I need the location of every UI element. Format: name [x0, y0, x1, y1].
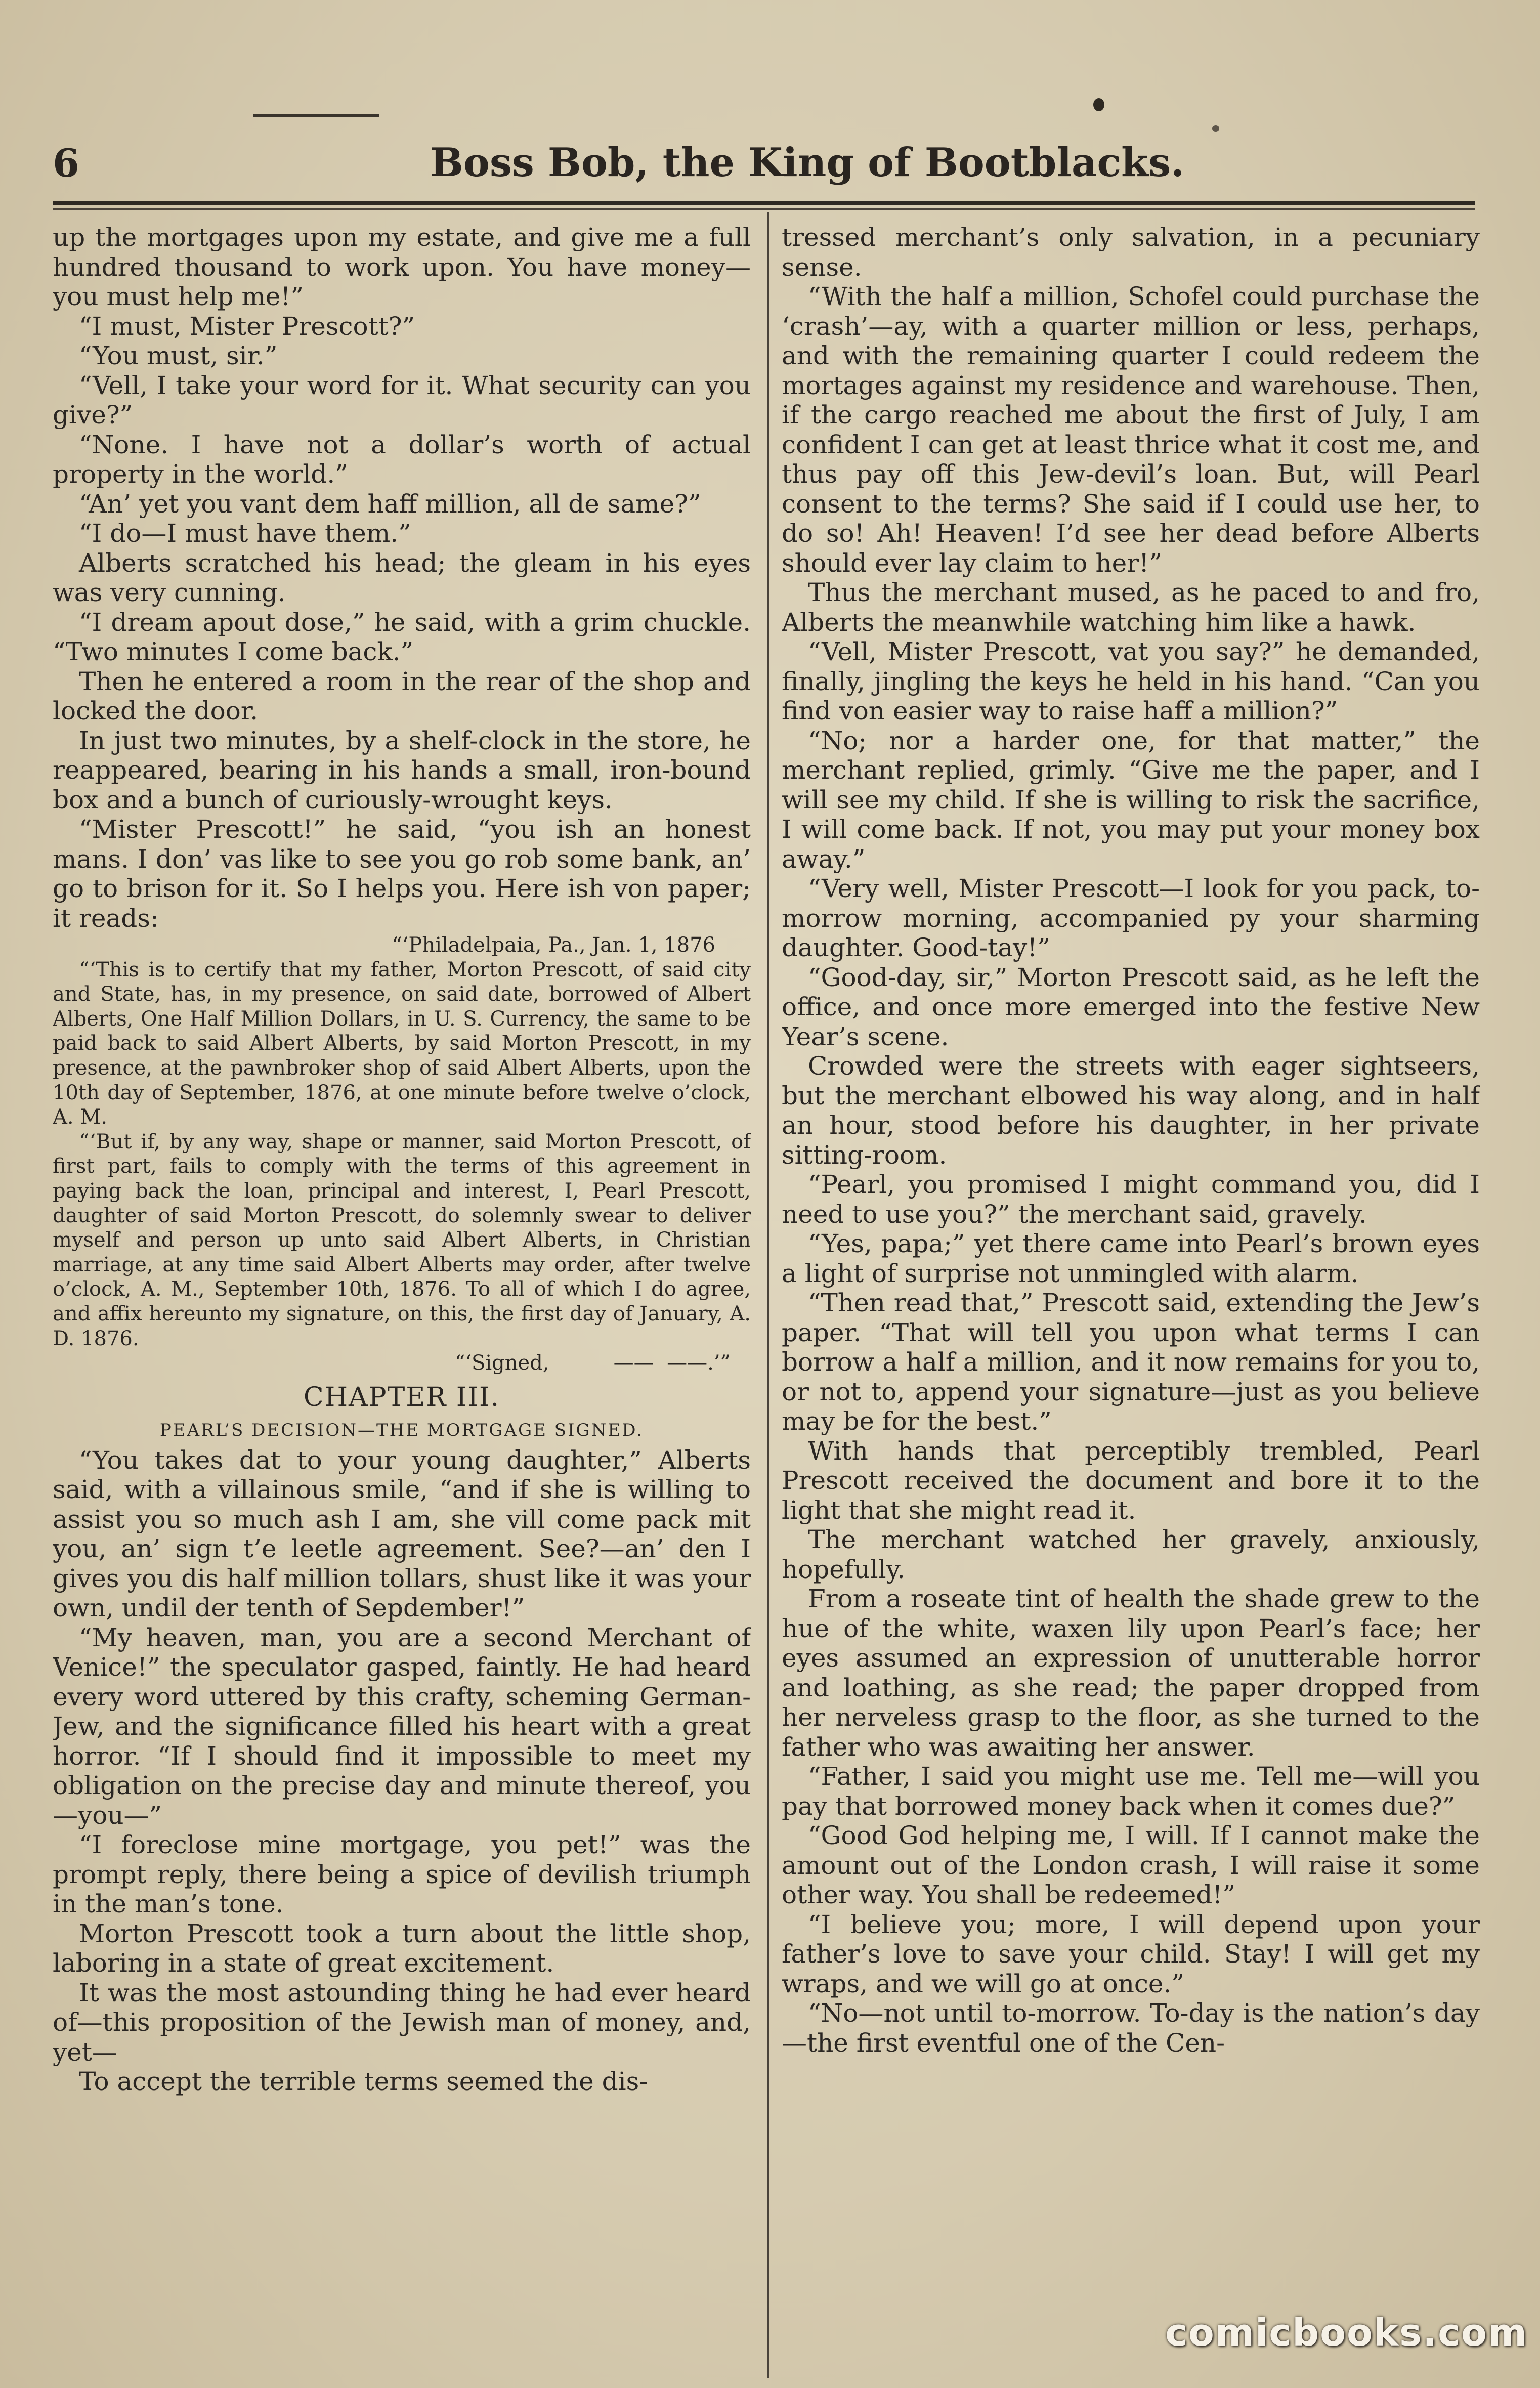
paragraph: “Pearl, you promised I might command you, did I need to use you?” the merchant said, gravely.: [782, 1170, 1480, 1229]
ink-spot: [1212, 125, 1219, 132]
column-divider: [767, 212, 769, 2378]
paragraph: “No—not until to-morrow. To-day is the nation’s day—the first eventful one of the Cen-: [782, 1998, 1480, 2058]
paragraph: “I believe you; more, I will depend upon your father’s love to save your child. Stay! I will get my wraps, and we will go at once.”: [782, 1909, 1480, 1998]
paragraph: “You must, sir.”: [79, 341, 278, 370]
paragraph: “Very well, Mister Prescott—I look for you pack, to-morrow morning, accompanied py your sharming daughter. Good-tay!”: [782, 874, 1480, 962]
paragraph: “None. I have not a dollar’s worth of actual property in the world.”: [53, 430, 751, 489]
ink-spot: [1093, 98, 1104, 111]
paragraph: “Mister Prescott!” he said, “you ish an honest mans. I don’ vas like to see you go rob some bank, an’ go to brison for it. So I helps you. Here ish von paper; it reads:: [53, 815, 751, 933]
paragraph: Then he entered a room in the rear of the shop and locked the door.: [53, 666, 751, 726]
paragraph: “I do—I must have them.”: [79, 519, 411, 548]
running-title: Boss Bob, the King of Bootblacks.: [430, 140, 1185, 186]
paragraph: From a roseate tint of health the shade grew to the hue of the white, waxen lily upon Pearl’s face; her eyes assumed an expression of unutterable horror and loathing, as she read; the paper dropped from her nerveless grasp to the floor, as she turned to the father who was awaiting her answer.: [782, 1584, 1480, 1762]
paragraph: In just two minutes, by a shelf-clock in the store, he reappeared, bearing in his hands a small, iron-bound box and a bunch of curiously-wrought keys.: [53, 726, 751, 815]
paragraph: Morton Prescott took a turn about the little shop, laboring in a state of great excitement.: [53, 1918, 751, 1978]
paragraph: Crowded were the streets with eager sightseers, but the merchant elbowed his way along, and in half an hour, stood before his daughter, in her private sitting-room.: [782, 1051, 1480, 1170]
paragraph: “Then read that,” Prescott said, extending the Jew’s paper. “That will tell you upon what terms I can borrow a half a million, and it now remains for you to, or not to, append your signature—just as you believe may be for the best.”: [782, 1288, 1480, 1436]
paragraph: “I dream apout dose,” he said, with a grim chuckle. “Two minutes I come back.”: [53, 607, 751, 666]
paragraph: “With the half a million, Schofel could purchase the ‘crash’—ay, with a quarter million or less, perhaps, and with the remaining quarter I could redeem the mortages against my residence and warehouse. Then, if the cargo reached me about the first of July, I am confident I can get at least thrice what it cost me, and thus pay off this Jew-devil’s loan. But, will Pearl consent to the terms? She said if I could use her, to do so! Ah! Heaven! I’d see her dead before Alberts should ever lay claim to her!”: [782, 282, 1480, 578]
paragraph: It was the most astounding thing he had ever heard of—this proposition of the Jewish man of money, and, yet—: [53, 1978, 751, 2067]
paragraph: “I must, Mister Prescott?”: [79, 311, 415, 341]
header-rule: [53, 201, 1475, 205]
paragraph: “Good God helping me, I will. If I cannot make the amount out of the London crash, I will raise it some other way. You shall be redeemed!”: [782, 1821, 1480, 1909]
chapter-subtitle: PEARL’S DECISION—THE MORTGAGE SIGNED.: [159, 1420, 644, 1440]
paragraph: “You takes dat to your young daughter,” Alberts said, with a villainous smile, “and if she is willing to assist you so much ash I am, she vill come pack mit you, an’ sign t’e leetle agreement. See?—an’ den I gives you dis half million tollars, shust like it was your own, undil der tenth of Sepdember!”: [53, 1445, 751, 1623]
paragraph: “Father, I said you might use me. Tell me—will you pay that borrowed money back when it comes due?”: [782, 1762, 1480, 1821]
paragraph: tressed merchant’s only salvation, in a pecuniary sense.: [782, 223, 1480, 282]
paragraph: “Yes, papa;” yet there came into Pearl’s brown eyes a light of surprise not unmingled with alarm.: [782, 1229, 1480, 1288]
header-rule-thin: [53, 208, 1475, 210]
paragraph: “Vell, I take your word for it. What security can you give?”: [53, 370, 751, 430]
document-paragraph: “‘But if, by any way, shape or manner, said Morton Prescott, of first part, fails to comply with the terms of this agreement in paying back the loan, principal and interest, I, Pearl Prescott, daughter of said Morton Prescott, do solemnly swear to deliver myself and person up unto said Albert Alberts, in Christian marriage, at any time said Albert Alberts may order, after twelve o’clock, A. M., September 10th, 1876. To all of which I do agree, and affix hereunto my signature, on this, the first day of January, A. D. 1876.: [53, 1130, 751, 1350]
paragraph: The merchant watched her gravely, anxiously, hopefully.: [782, 1525, 1480, 1584]
document-signature: “‘Signed, —— ——.’”: [454, 1351, 731, 1375]
site-watermark: comicbooks.com: [1165, 2311, 1528, 2355]
quoted-document: [53, 958, 751, 1351]
paragraph: To accept the terrible terms seemed the dis-: [79, 2067, 648, 2097]
paragraph: “No; nor a harder one, for that matter,” the merchant replied, grimly. “Give me the paper, and I will see my child. If she is willing to risk the sacrifice, I will come back. If not, you may put your money box away.”: [782, 726, 1480, 874]
paragraph: “I foreclose mine mortgage, you pet!” was the prompt reply, there being a spice of devilish triumph in the man’s tone.: [53, 1830, 751, 1919]
paragraph: “Vell, Mister Prescott, vat you say?” he demanded, finally, jingling the keys he held in his hand. “Can you find von easier way to raise haff a million?”: [782, 637, 1480, 726]
decorative-dash: [253, 114, 379, 117]
paragraph: With hands that perceptibly trembled, Pearl Prescott received the document and bore it to the light that she might read it.: [782, 1436, 1480, 1525]
right-column: [782, 223, 1480, 2388]
page-number: 6: [53, 141, 79, 186]
paragraph: “An’ yet you vant dem haff million, all de same?”: [79, 489, 701, 519]
paragraph: Alberts scratched his head; the gleam in his eyes was very cunning.: [53, 548, 751, 607]
chapter-title: CHAPTER III.: [303, 1382, 500, 1413]
document-paragraph: “‘This is to certify that my father, Morton Prescott, of said city and State, has, in my presence, on said date, borrowed of Albert Alberts, One Half Million Dollars, in U. S. Currency, the same to be paid back to said Albert Alberts, by said Morton Prescott, in my presence, at the pawnbroker shop of said Albert Alberts, upon the 10th day of September, 1876, at one minute before twelve o’clock, A. M.: [53, 958, 751, 1129]
paragraph: “My heaven, man, you are a second Merchant of Venice!” the speculator gasped, faintly. He had heard every word uttered by this crafty, scheming German-Jew, and the significance filled his heart with a great horror. “If I should find it impossible to meet my obligation on the precise day and minute thereof, you—you—”: [53, 1623, 751, 1830]
paragraph: “Good-day, sir,” Morton Prescott said, as he left the office, and once more emerged into the festive New Year’s scene.: [782, 962, 1480, 1051]
document-dateline: “‘Philadelpaia, Pa., Jan. 1, 1876: [392, 933, 715, 957]
left-column: [53, 223, 751, 2388]
paragraph: Thus the merchant mused, as he paced to and fro, Alberts the meanwhile watching him like a hawk.: [782, 578, 1480, 637]
paragraph: up the mortgages upon my estate, and give me a full hundred thousand to work upon. You have money—you must help me!”: [53, 223, 751, 311]
